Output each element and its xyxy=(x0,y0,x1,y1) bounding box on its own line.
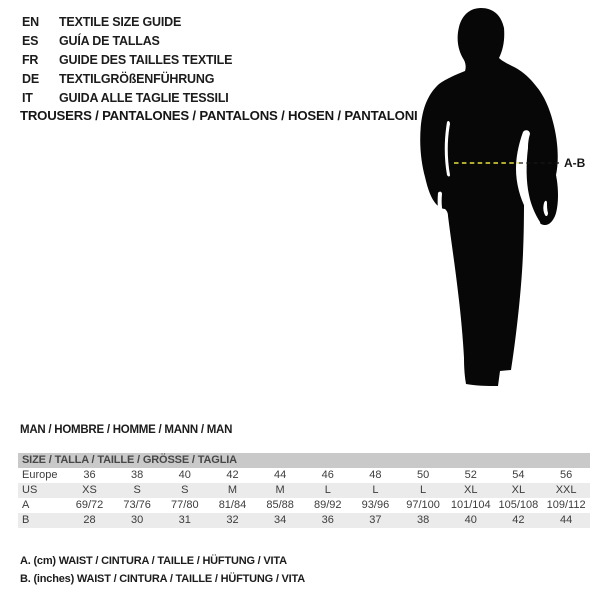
size-cell: 40 xyxy=(178,469,191,481)
size-cell: 54 xyxy=(512,469,525,481)
size-cell: 101/104 xyxy=(450,499,491,511)
size-cell: 28 xyxy=(83,514,96,526)
waist-measure-label: A-B xyxy=(564,156,586,170)
size-cell: M xyxy=(275,484,285,496)
size-cell: 50 xyxy=(416,469,430,481)
language-label: TEXTILE SIZE GUIDE xyxy=(59,14,182,29)
note-waist-inches: B. (inches) WAIST / CINTURA / TAILLE / HÜFTUNG / VITA xyxy=(20,572,305,585)
size-cell: 73/76 xyxy=(123,499,151,511)
language-code: DE xyxy=(22,71,39,86)
size-cell: 38 xyxy=(131,469,144,481)
measurement-notes xyxy=(20,553,305,588)
size-cell: 31 xyxy=(178,514,191,526)
size-table-row xyxy=(18,468,590,483)
size-cell: 36 xyxy=(321,514,334,526)
size-cell: S xyxy=(181,484,189,496)
size-table-row xyxy=(18,513,590,528)
size-cell: 37 xyxy=(369,514,382,526)
garment-title: TROUSERS / PANTALONES / PANTALONS / HOSEN / PANTALONI xyxy=(20,108,418,123)
size-cell: 38 xyxy=(416,514,430,526)
size-cell: 69/72 xyxy=(75,499,104,511)
language-label: GUIDA ALLE TAGLIE TESSILI xyxy=(59,90,229,105)
language-code: IT xyxy=(22,90,33,105)
size-cell: 42 xyxy=(512,514,525,526)
size-cell: 44 xyxy=(559,514,573,526)
size-cell: 93/96 xyxy=(361,499,390,511)
size-cell: XS xyxy=(82,484,97,496)
size-cell: L xyxy=(420,484,427,496)
size-cell: XL xyxy=(511,484,526,496)
size-cell: 105/108 xyxy=(498,499,539,511)
size-table-row xyxy=(18,498,590,513)
size-cell: 36 xyxy=(83,469,96,481)
size-cell: XL xyxy=(464,484,478,496)
size-row-label: Europe xyxy=(22,469,58,481)
size-cell: 56 xyxy=(559,469,573,481)
size-cell: 77/80 xyxy=(171,499,199,511)
language-code: FR xyxy=(22,52,39,67)
size-cell: 42 xyxy=(226,469,239,481)
size-table xyxy=(18,453,590,528)
size-cell: 81/84 xyxy=(218,499,247,511)
size-cell: 97/100 xyxy=(406,499,440,511)
section-title-man: MAN / HOMBRE / HOMME / MANN / MAN xyxy=(20,424,233,436)
size-cell: 40 xyxy=(464,514,477,526)
size-table-header: SIZE / TALLA / TAILLE / GRÖSSE / TAGLIA xyxy=(18,453,590,468)
size-cell: XXL xyxy=(555,484,577,496)
language-code: ES xyxy=(22,33,39,48)
size-cell: 48 xyxy=(369,469,382,481)
size-row-label: US xyxy=(22,484,38,496)
size-cell: S xyxy=(133,484,141,496)
language-label: GUIDE DES TAILLES TEXTILE xyxy=(59,52,233,67)
size-table-header-row xyxy=(18,453,590,468)
note-waist-cm: A. (cm) WAIST / CINTURA / TAILLE / HÜFTUNG / VITA xyxy=(20,555,287,567)
size-cell: 109/112 xyxy=(546,499,586,511)
size-cell: L xyxy=(372,484,379,496)
size-row-label: A xyxy=(22,499,30,511)
size-cell: 30 xyxy=(131,514,144,526)
size-cell: 85/88 xyxy=(266,499,294,511)
size-cell: 34 xyxy=(273,514,287,526)
size-cell: 44 xyxy=(273,469,287,481)
language-label: TEXTILGRÖßENFÜHRUNG xyxy=(59,71,215,86)
size-row-label: B xyxy=(22,514,30,526)
language-code: EN xyxy=(22,14,39,29)
size-cell: 32 xyxy=(226,514,239,526)
size-table-row xyxy=(18,483,590,498)
size-cell: 52 xyxy=(464,469,477,481)
size-cell: 89/92 xyxy=(314,499,342,511)
size-cell: 46 xyxy=(321,469,334,481)
language-label: GUÍA DE TALLAS xyxy=(59,33,160,48)
size-cell: M xyxy=(227,484,238,496)
size-cell: L xyxy=(324,484,331,496)
